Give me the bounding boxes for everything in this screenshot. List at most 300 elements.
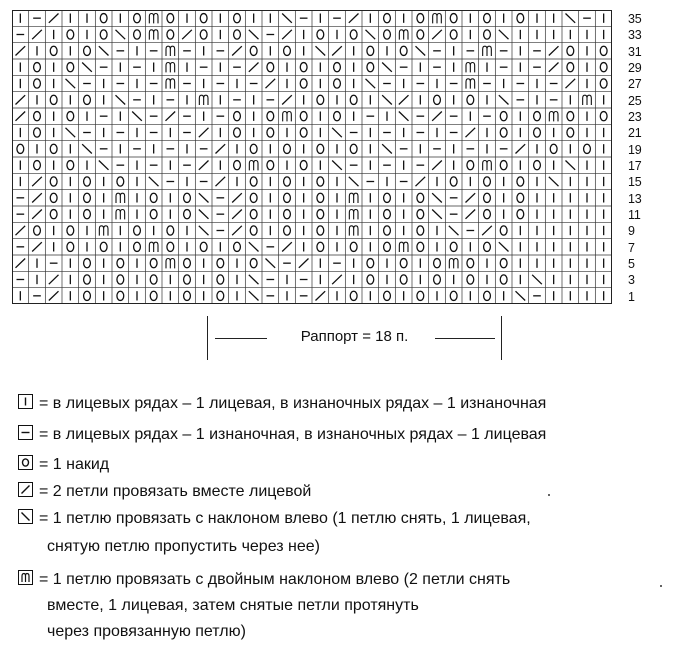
k2tog-stitch — [516, 144, 526, 153]
ssk-stitch — [99, 46, 109, 55]
knit-stitch-icon — [18, 394, 33, 409]
yarn-over — [484, 193, 491, 202]
yarn-over — [384, 14, 391, 23]
yarn-over — [367, 275, 374, 284]
rapport-right-tick — [501, 316, 502, 360]
ssk-stitch — [282, 14, 292, 23]
yarn-over — [150, 291, 157, 300]
yarn-over — [34, 63, 41, 72]
yarn-over — [67, 242, 74, 251]
yarn-over — [184, 275, 191, 284]
double-decrease-stitch — [166, 259, 175, 269]
ssk-stitch — [532, 275, 542, 284]
ssk-stitch — [66, 128, 76, 137]
yarn-over — [217, 259, 224, 268]
ssk-stitch — [82, 144, 92, 153]
double-decrease-stitch — [116, 193, 125, 203]
yarn-over — [100, 14, 107, 23]
ssk-stitch — [382, 95, 392, 104]
yarn-over — [500, 128, 507, 137]
yarn-over — [34, 161, 41, 170]
row-number-31: 31 — [628, 44, 642, 59]
row-number-3: 3 — [628, 273, 635, 288]
rapport-label: Раппорт = 18 п. — [300, 328, 409, 345]
yarn-over — [534, 112, 541, 121]
legend-purl-text: = в лицевых рядах – 1 изнаночная, в изнаночных рядах – 1 лицевая — [39, 426, 547, 443]
yarn-over — [234, 242, 241, 251]
ssk-stitch — [249, 275, 259, 284]
yarn-over — [517, 210, 524, 219]
yarn-over-icon — [18, 455, 33, 470]
yarn-over — [134, 226, 141, 235]
rapport-indicator — [207, 316, 502, 360]
row-number-35: 35 — [628, 12, 642, 26]
yarn-over — [400, 275, 407, 284]
yarn-over — [150, 275, 157, 284]
yarn-over — [500, 161, 507, 170]
k2tog-stitch — [299, 259, 309, 268]
yarn-over — [150, 259, 157, 268]
ssk-stitch — [316, 46, 326, 55]
double-decrease-stitch — [399, 30, 408, 40]
yarn-over — [300, 128, 307, 137]
yarn-over — [267, 112, 274, 121]
yarn-over — [300, 79, 307, 88]
yarn-over — [284, 177, 291, 186]
yarn-over — [450, 177, 457, 186]
ssk-stitch — [366, 79, 376, 88]
k2tog-stitch — [432, 112, 442, 121]
yarn-over — [317, 30, 324, 39]
k2tog-stitch — [16, 112, 26, 121]
double-decrease-stitch — [199, 95, 208, 105]
yarn-over — [517, 177, 524, 186]
yarn-over — [434, 259, 441, 268]
yarn-over — [367, 259, 374, 268]
yarn-over — [484, 210, 491, 219]
double-decrease-stitch — [149, 30, 158, 40]
yarn-over — [67, 161, 74, 170]
double-decrease-stitch — [549, 112, 558, 122]
chart-row-33 — [17, 30, 604, 40]
legend-knit — [18, 393, 546, 414]
k2tog-stitch — [316, 291, 326, 300]
yarn-over — [317, 193, 324, 202]
ssk-stitch — [566, 14, 576, 23]
yarn-over — [267, 128, 274, 137]
yarn-over — [367, 63, 374, 72]
ssk-stitch — [516, 291, 526, 300]
k2tog-stitch — [466, 128, 476, 137]
knitting-chart — [12, 10, 612, 304]
yarn-over — [250, 144, 257, 153]
legend-k2tog — [18, 481, 311, 502]
yarn-over — [84, 95, 91, 104]
double-decrease-stitch — [349, 210, 358, 220]
row-number-17: 17 — [628, 159, 642, 173]
k2tog-stitch — [32, 210, 42, 219]
yarn-over — [384, 210, 391, 219]
yarn-over — [234, 128, 241, 137]
yarn-over — [250, 226, 257, 235]
print-speck — [660, 585, 662, 587]
yarn-over — [67, 30, 74, 39]
yarn-over — [600, 112, 607, 121]
yarn-over — [467, 275, 474, 284]
row-number-9: 9 — [628, 224, 635, 239]
double-decrease-stitch — [99, 226, 108, 236]
ssk-stitch — [132, 112, 142, 121]
k2tog-stitch — [16, 259, 26, 268]
yarn-over — [384, 30, 391, 39]
k2tog-stitch — [16, 95, 26, 104]
k2tog-stitch — [166, 112, 176, 121]
yarn-over — [234, 161, 241, 170]
yarn-over — [350, 95, 357, 104]
double-decrease-stitch — [466, 63, 475, 73]
yarn-over — [334, 112, 341, 121]
legend-double-decrease — [18, 569, 510, 590]
chart-row-19 — [17, 144, 604, 153]
legend-yarn-over-text: = 1 накид — [39, 456, 110, 473]
row-number-25: 25 — [628, 93, 642, 108]
ssk-stitch — [399, 112, 409, 121]
ssk-stitch — [499, 95, 509, 104]
yarn-over — [484, 291, 491, 300]
k2tog-stitch — [232, 193, 242, 202]
yarn-over — [300, 112, 307, 121]
yarn-over — [567, 63, 574, 72]
yarn-over — [500, 112, 507, 121]
k2tog-stitch — [49, 291, 59, 300]
yarn-over — [234, 14, 241, 23]
yarn-over — [534, 128, 541, 137]
yarn-over — [100, 30, 107, 39]
ssk-icon — [18, 509, 33, 524]
row-number-15: 15 — [628, 175, 642, 190]
yarn-over — [384, 291, 391, 300]
k2tog-stitch — [349, 14, 359, 23]
yarn-over — [417, 30, 424, 39]
yarn-over — [584, 144, 591, 153]
ssk-stitch — [116, 30, 126, 39]
yarn-over — [317, 242, 324, 251]
yarn-over — [167, 14, 174, 23]
yarn-over — [400, 46, 407, 55]
k2tog-stitch — [32, 30, 42, 39]
yarn-over — [250, 259, 257, 268]
yarn-over — [117, 275, 124, 284]
yarn-over — [600, 63, 607, 72]
double-decrease-stitch — [466, 79, 475, 89]
k2tog-stitch — [466, 193, 476, 202]
ssk-stitch — [349, 177, 359, 186]
row-number-21: 21 — [628, 126, 642, 141]
yarn-over — [250, 193, 257, 202]
ssk-stitch — [432, 210, 442, 219]
ssk-stitch — [199, 226, 209, 235]
yarn-over — [484, 30, 491, 39]
yarn-over — [34, 128, 41, 137]
yarn-over — [250, 210, 257, 219]
row-number-5: 5 — [628, 257, 635, 271]
k2tog-stitch — [232, 46, 242, 55]
yarn-over — [450, 14, 457, 23]
double-decrease-icon — [18, 570, 33, 585]
double-decrease-stitch — [349, 193, 358, 203]
double-decrease-stitch — [283, 112, 292, 122]
chart-row-11 — [17, 210, 604, 220]
yarn-over — [50, 95, 57, 104]
yarn-over — [184, 259, 191, 268]
k2tog-stitch — [49, 275, 59, 284]
yarn-over — [500, 275, 507, 284]
ssk-stitch — [116, 95, 126, 104]
ssk-stitch — [82, 63, 92, 72]
k2tog-stitch — [199, 128, 209, 137]
k2tog-stitch — [199, 161, 209, 170]
yarn-over — [284, 193, 291, 202]
ssk-stitch — [499, 30, 509, 39]
double-decrease-stitch — [149, 14, 158, 24]
yarn-over — [34, 112, 41, 121]
yarn-over — [317, 144, 324, 153]
ssk-stitch — [382, 144, 392, 153]
yarn-over — [417, 210, 424, 219]
yarn-over — [250, 46, 257, 55]
yarn-over — [417, 226, 424, 235]
k2tog-stitch — [566, 79, 576, 88]
legend-purl — [18, 424, 546, 445]
yarn-over — [500, 226, 507, 235]
row-number-11: 11 — [628, 208, 641, 222]
yarn-over — [134, 14, 141, 23]
yarn-over — [50, 46, 57, 55]
yarn-over — [284, 210, 291, 219]
double-decrease-stitch — [399, 242, 408, 252]
k2tog-stitch — [282, 242, 292, 251]
ssk-stitch — [66, 79, 76, 88]
yarn-over — [317, 210, 324, 219]
yarn-over — [67, 63, 74, 72]
yarn-over — [417, 193, 424, 202]
k2tog-stitch — [249, 63, 259, 72]
yarn-over — [517, 193, 524, 202]
yarn-over — [34, 226, 41, 235]
k2tog-stitch — [32, 242, 42, 251]
chart-row-5 — [16, 259, 604, 269]
k2tog-icon — [18, 482, 33, 497]
yarn-over — [467, 161, 474, 170]
k2tog-stitch — [232, 210, 242, 219]
legend-ssk-text: = 1 петлю провязать с наклоном влево (1 петлю снять, 1 лицевая, — [39, 510, 531, 527]
k2tog-stitch — [432, 161, 442, 170]
double-decrease-stitch — [449, 259, 458, 269]
yarn-over — [50, 210, 57, 219]
ssk-stitch — [199, 210, 209, 219]
k2tog-stitch — [466, 210, 476, 219]
yarn-over — [234, 30, 241, 39]
yarn-over — [534, 161, 541, 170]
yarn-over — [450, 30, 457, 39]
yarn-over — [250, 177, 257, 186]
chart-grid — [12, 10, 612, 304]
row-number-1: 1 — [628, 289, 635, 304]
yarn-over — [50, 144, 57, 153]
legend-ssk — [18, 508, 531, 529]
yarn-over — [200, 242, 207, 251]
yarn-over — [550, 144, 557, 153]
row-number-29: 29 — [628, 61, 642, 75]
k2tog-stitch — [32, 193, 42, 202]
yarn-over — [117, 291, 124, 300]
row-number-7: 7 — [628, 240, 635, 255]
yarn-over — [484, 14, 491, 23]
ssk-stitch — [249, 291, 259, 300]
yarn-over — [67, 226, 74, 235]
yarn-over — [217, 275, 224, 284]
ssk-stitch — [416, 46, 426, 55]
ssk-stitch — [332, 161, 342, 170]
yarn-over — [150, 210, 157, 219]
yarn-over — [284, 46, 291, 55]
yarn-over — [100, 242, 107, 251]
ssk-stitch — [499, 242, 509, 251]
yarn-over — [567, 128, 574, 137]
yarn-over — [434, 275, 441, 284]
yarn-over — [200, 30, 207, 39]
yarn-over — [184, 291, 191, 300]
yarn-over — [184, 193, 191, 202]
chart-row-9 — [16, 226, 604, 236]
chart-row-13 — [17, 193, 604, 203]
k2tog-stitch — [16, 226, 26, 235]
ssk-stitch — [566, 161, 576, 170]
yarn-over — [134, 30, 141, 39]
k2tog-stitch — [266, 79, 276, 88]
k2tog-stitch — [416, 177, 426, 186]
ssk-stitch — [249, 30, 259, 39]
k2tog-stitch — [332, 275, 342, 284]
chart-row-25 — [16, 95, 604, 105]
row-number-27: 27 — [628, 77, 642, 92]
yarn-over — [167, 226, 174, 235]
yarn-over — [317, 177, 324, 186]
yarn-over — [184, 210, 191, 219]
yarn-over — [350, 242, 357, 251]
yarn-over — [84, 177, 91, 186]
ssk-stitch — [366, 30, 376, 39]
yarn-over — [384, 242, 391, 251]
yarn-over — [317, 95, 324, 104]
legend-k2tog-text: = 2 петли провязать вместе лицевой — [39, 483, 312, 500]
k2tog-stitch — [232, 226, 242, 235]
ssk-stitch — [149, 177, 159, 186]
yarn-over — [50, 193, 57, 202]
ssk-stitch — [549, 177, 559, 186]
chart-row-27 — [20, 79, 607, 89]
yarn-over — [284, 144, 291, 153]
yarn-over — [484, 177, 491, 186]
double-decrease-stitch — [433, 14, 442, 24]
ssk-stitch — [449, 226, 459, 235]
yarn-over — [167, 242, 174, 251]
row-number-23: 23 — [628, 110, 642, 124]
yarn-over — [234, 112, 241, 121]
row-number-33: 33 — [628, 28, 642, 43]
yarn-over — [117, 259, 124, 268]
yarn-over — [84, 210, 91, 219]
yarn-over — [267, 161, 274, 170]
k2tog-stitch — [549, 46, 559, 55]
yarn-over — [200, 14, 207, 23]
ssk-stitch — [382, 63, 392, 72]
k2tog-stitch — [16, 46, 26, 55]
ssk-stitch — [432, 193, 442, 202]
yarn-over — [84, 46, 91, 55]
purl-stitch-icon — [18, 425, 33, 440]
chart-row-29 — [20, 63, 607, 73]
yarn-over — [150, 193, 157, 202]
yarn-over — [450, 291, 457, 300]
chart-row-23 — [16, 112, 608, 122]
yarn-over — [417, 242, 424, 251]
yarn-over — [384, 193, 391, 202]
row-number-13: 13 — [628, 191, 642, 206]
yarn-over — [334, 63, 341, 72]
k2tog-stitch — [332, 46, 342, 55]
yarn-over — [417, 14, 424, 23]
yarn-over — [450, 242, 457, 251]
yarn-over — [284, 226, 291, 235]
double-decrease-stitch — [349, 226, 358, 236]
double-decrease-stitch — [166, 79, 175, 89]
chart-gridlines — [12, 10, 612, 304]
print-speck — [548, 494, 550, 496]
yarn-over — [367, 46, 374, 55]
legend-yarn-over — [18, 454, 109, 475]
double-decrease-stitch — [583, 95, 592, 105]
yarn-over — [517, 14, 524, 23]
legend-double-decrease-text: = 1 петлю провязать с двойным наклоном влево (2 петли снять — [39, 571, 511, 588]
double-decrease-stitch — [166, 63, 175, 73]
yarn-over — [484, 242, 491, 251]
yarn-over — [67, 112, 74, 121]
k2tog-stitch — [432, 30, 442, 39]
yarn-over — [467, 95, 474, 104]
legend-knit-text: = в лицевых рядах – 1 лицевая, в изнаночных рядах – 1 изнаночная — [39, 395, 547, 412]
ssk-stitch — [99, 161, 109, 170]
yarn-over — [84, 291, 91, 300]
yarn-over — [500, 259, 507, 268]
yarn-over — [334, 79, 341, 88]
yarn-over — [350, 144, 357, 153]
ssk-stitch — [332, 128, 342, 137]
k2tog-stitch — [49, 14, 59, 23]
yarn-over — [84, 259, 91, 268]
yarn-over — [434, 95, 441, 104]
yarn-over — [117, 177, 124, 186]
chart-row-3 — [17, 275, 604, 284]
double-decrease-stitch — [116, 210, 125, 220]
yarn-over — [17, 144, 24, 153]
yarn-over — [467, 259, 474, 268]
yarn-over — [417, 291, 424, 300]
k2tog-stitch — [182, 30, 192, 39]
yarn-over — [34, 79, 41, 88]
yarn-over — [167, 30, 174, 39]
k2tog-stitch — [549, 63, 559, 72]
